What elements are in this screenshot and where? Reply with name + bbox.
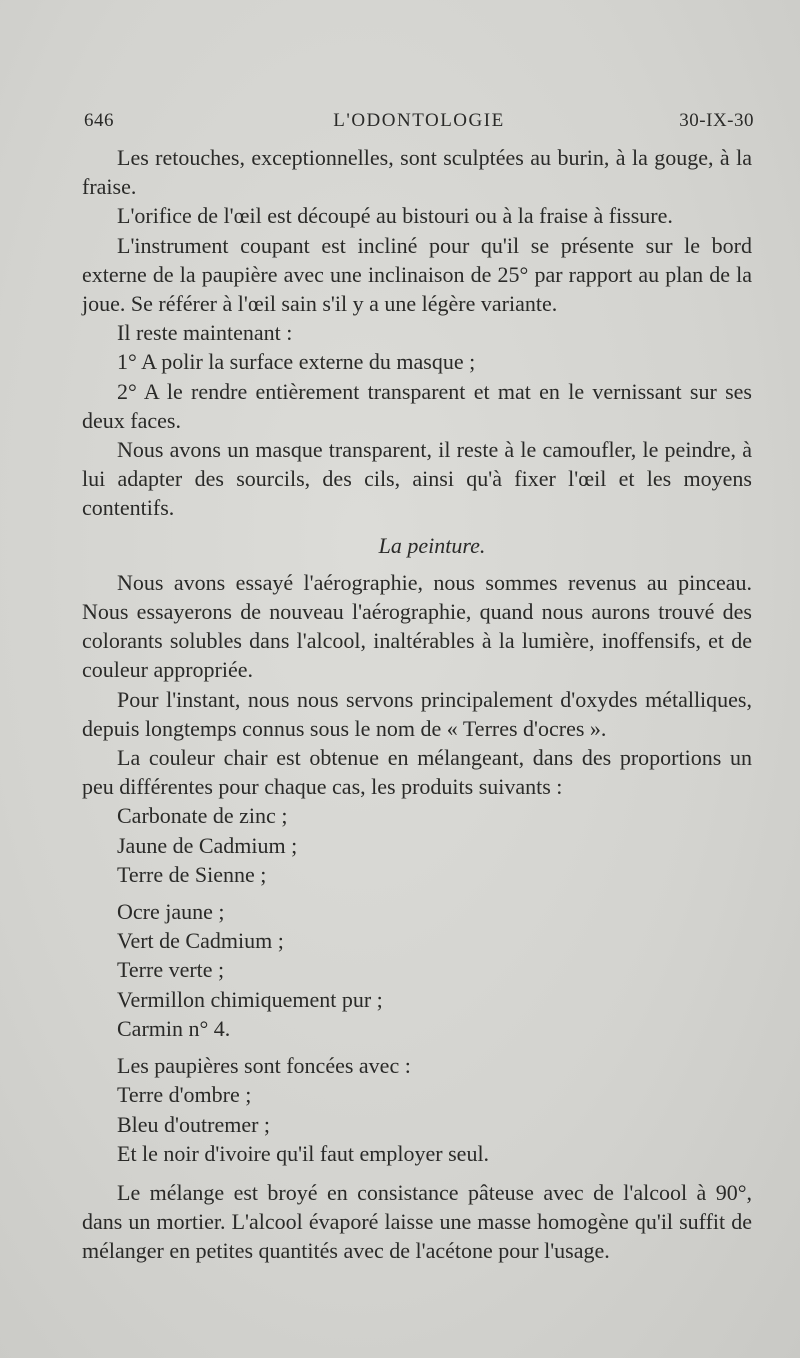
paragraph: Pour l'instant, nous nous servons principalement d'oxydes métalliques, depuis longtemps connus sous le nom de « Terres d'ocres ». (82, 686, 752, 741)
page-body (82, 143, 752, 1266)
list-item: Vermillon chimiquement pur ; (117, 986, 383, 1012)
list-item: Ocre jaune ; (117, 899, 225, 925)
paragraph: Et le noir d'ivoire qu'il faut employer seul. (117, 1140, 490, 1166)
paragraph: 2° A le rendre entièrement transparent et mat en le vernissant sur ses deux faces. (82, 378, 752, 433)
list-item: Jaune de Cadmium ; (117, 832, 298, 858)
list-item: Terre d'ombre ; (117, 1082, 252, 1108)
paragraph: Les paupières sont foncées avec : (117, 1053, 411, 1079)
list-item: Carmin n° 4. (117, 1015, 231, 1041)
list-item: Terre de Sienne ; (117, 861, 267, 887)
paragraph: Le mélange est broyé en consistance pâteuse avec de l'alcool à 90°, dans un mortier. L'alcool évaporé laisse une masse homogène qu'il suffit de mélanger en petites quantités avec de l'acétone pour l'usage. (82, 1179, 752, 1264)
list-item: Vert de Cadmium ; (117, 928, 284, 954)
running-header (84, 110, 754, 138)
paragraph: L'instrument coupant est incliné pour qu'il se présente sur le bord externe de la paupière avec une inclinaison de 25° par rapport au plan de la joue. Se référer à l'œil sain s'il y a une légère variante. (82, 232, 752, 317)
list-item: Terre verte ; (117, 957, 225, 983)
list-item: Carbonate de zinc ; (117, 803, 288, 829)
list-item: Bleu d'outremer ; (117, 1111, 271, 1137)
paragraph: Les retouches, exceptionnelles, sont sculptées au burin, à la gouge, à la fraise. (82, 145, 752, 200)
paragraph: L'orifice de l'œil est découpé au bistouri ou à la fraise à fissure. (117, 203, 673, 229)
journal-title: L'ODONTOLOGIE (333, 110, 505, 131)
paragraph: Nous avons un masque transparent, il reste à le camoufler, le peindre, à lui adapter des sourcils, des cils, ainsi qu'à fixer l'œil et les moyens contentifs. (82, 437, 752, 521)
paragraph: Nous avons essayé l'aérographie, nous sommes revenus au pinceau. Nous essayerons de nouveau l'aérographie, quand nous aurons trouvé des colorants solubles dans l'alcool, inaltérables à la lumière, inoffensifs, et de couleur appropriée. (82, 569, 752, 683)
paragraph: Il reste maintenant : (117, 320, 293, 346)
issue-date: 30-IX-30 (679, 110, 754, 131)
paragraph: La couleur chair est obtenue en mélangeant, dans des proportions un peu différentes pour chaque cas, les produits suivants : (82, 745, 752, 800)
section-heading: La peinture. (378, 532, 486, 558)
page-number: 646 (84, 110, 114, 131)
paragraph: 1° A polir la surface externe du masque ; (117, 349, 476, 375)
